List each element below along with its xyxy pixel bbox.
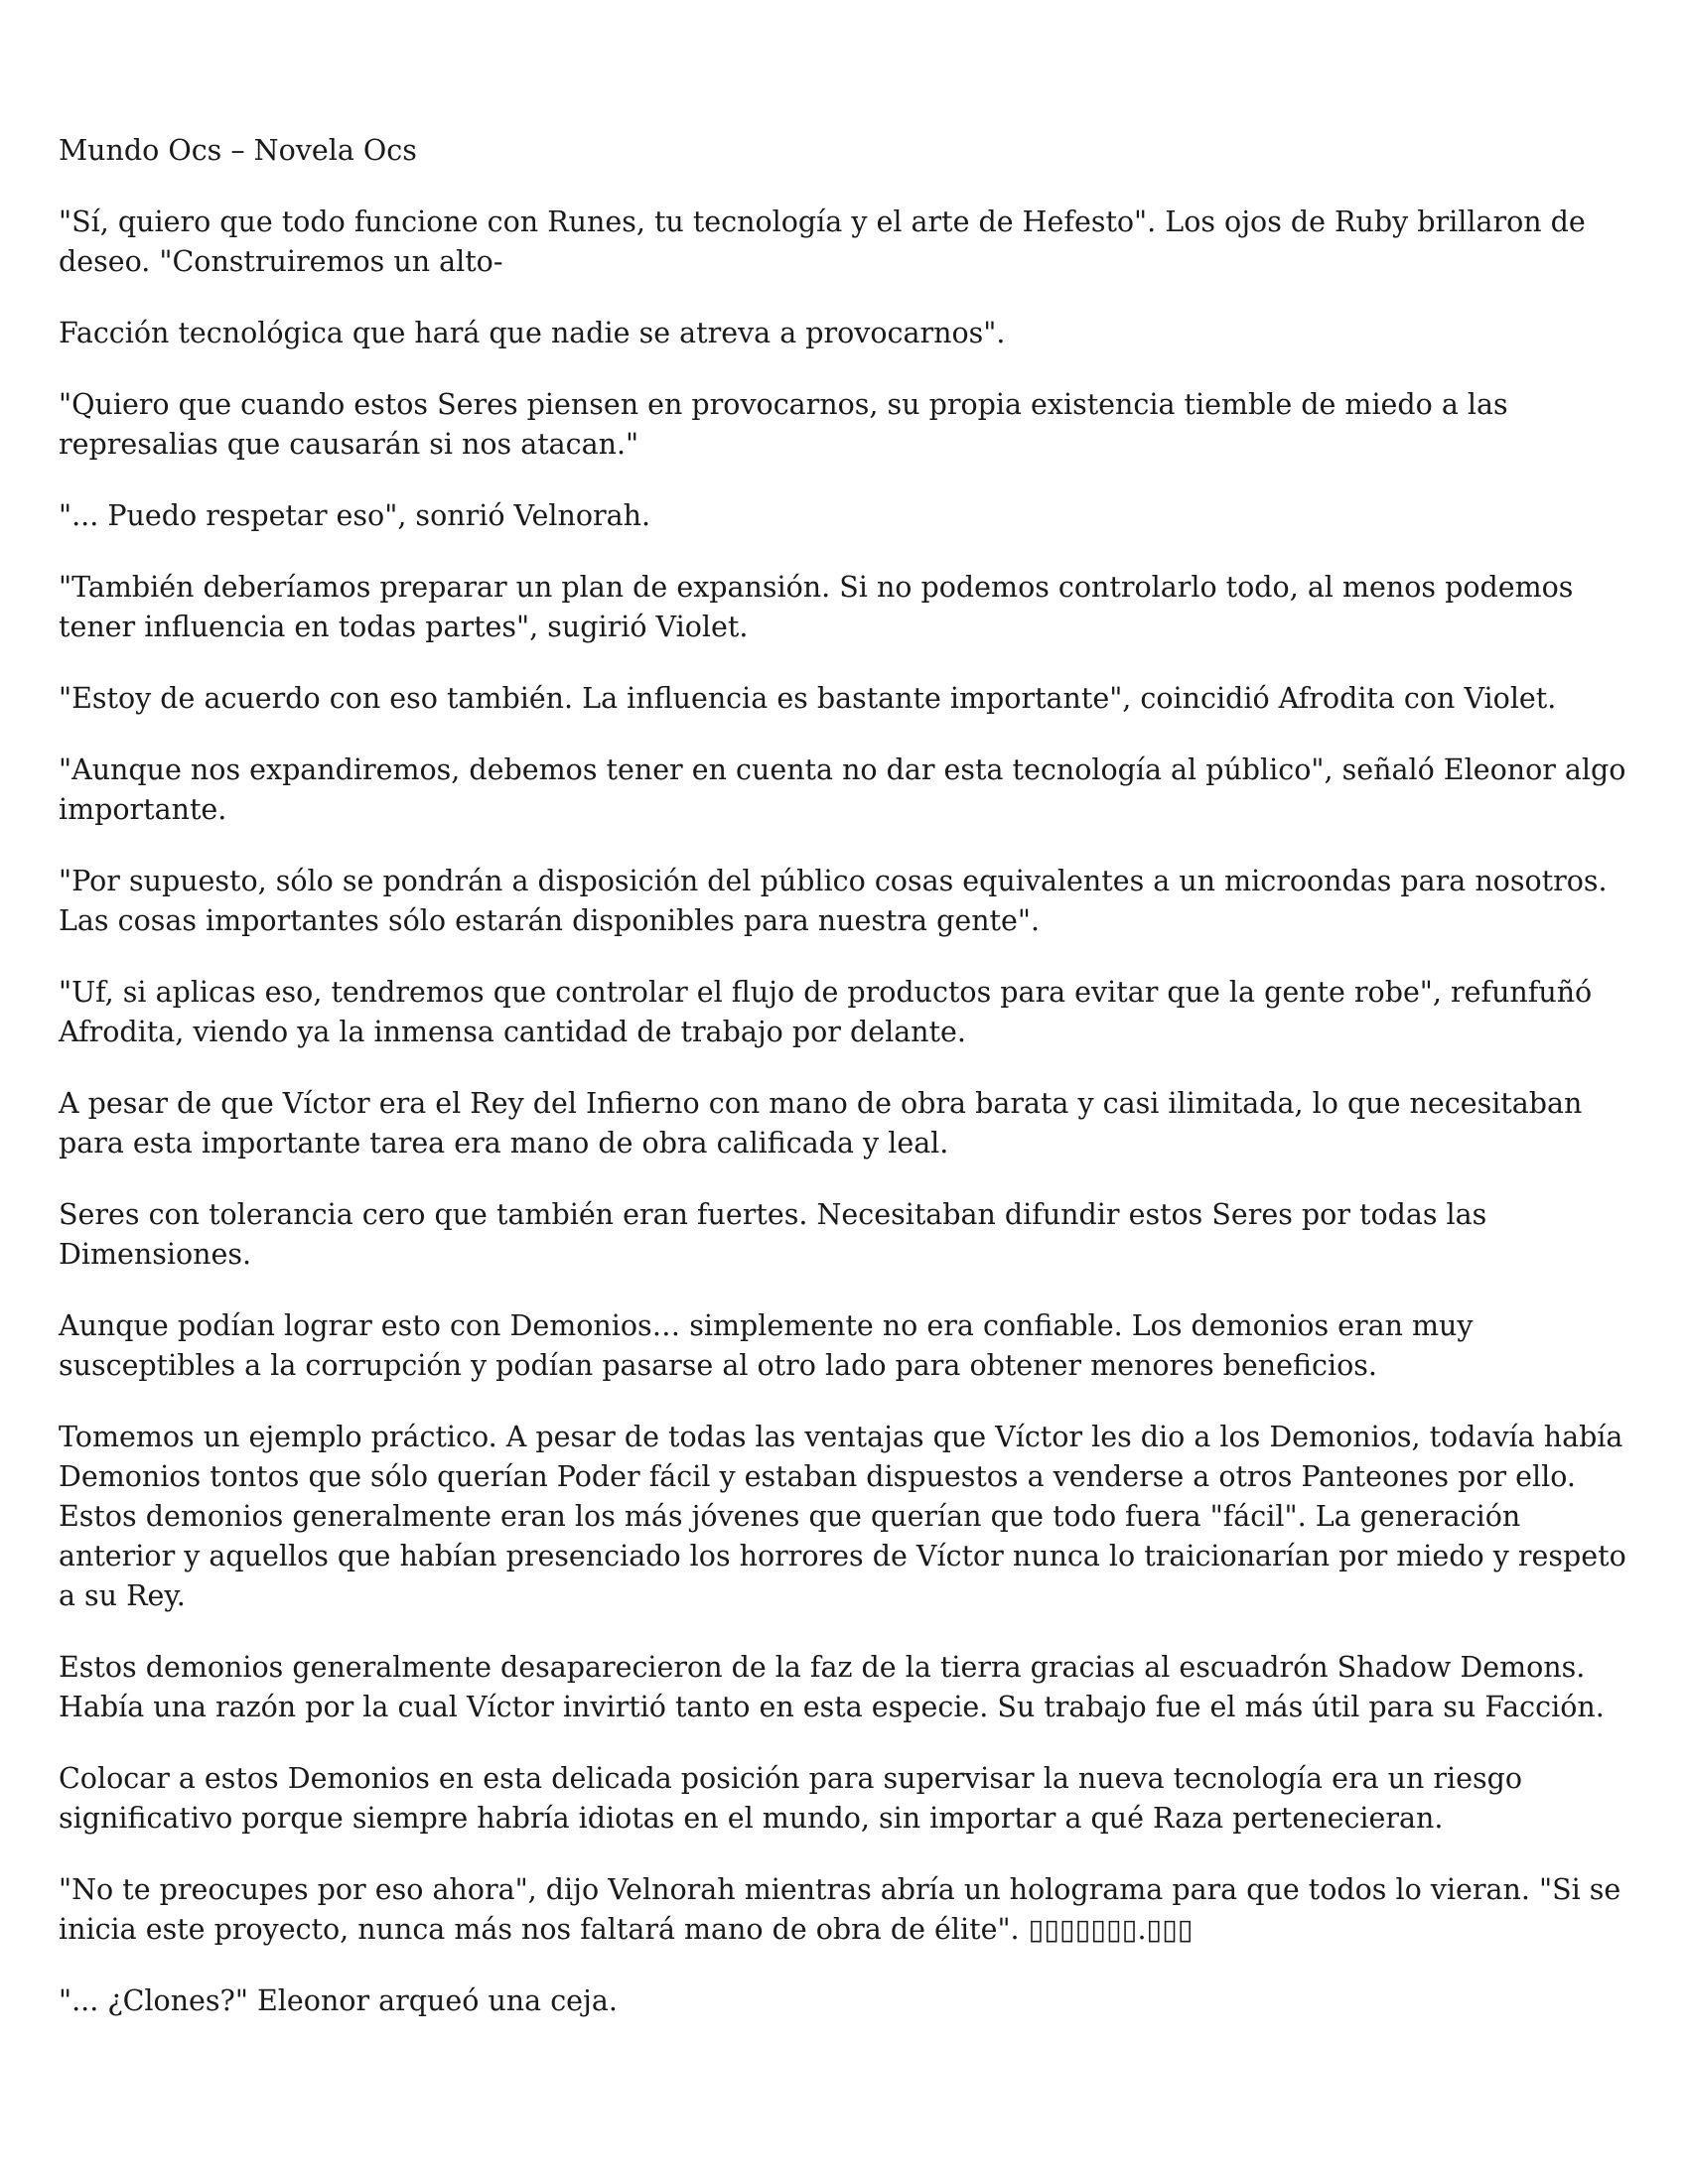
paragraph: Tomemos un ejemplo práctico. A pesar de todas las ventajas que Víctor les dio a los Demonios, todavía había Demonios tontos que sólo querían Poder fácil y estaban dispuestos a venderse a otros Panteones por ello. Estos demonios generalmente eran los más jóvenes que querían que todo fuera "fácil". La generación anterior y aquellos que habían presenciado los horrores de Víctor nunca lo traicionarían por miedo y respeto a su Rey. [59,1421,1626,1612]
paragraph: A pesar de que Víctor era el Rey del Infierno con mano de obra barata y casi ilimitada, lo que necesitaban para esta importante tarea era mano de obra calificada y leal. [59,1087,1583,1160]
paragraph: "... Puedo respetar eso", sonrió Velnorah. [59,499,651,532]
paragraph: "También deberíamos preparar un plan de expansión. Si no podemos controlarlo todo, al menos podemos tener influencia en todas partes", sugirió Violet. [59,571,1574,643]
paragraph: "Aunque nos expandiremos, debemos tener en cuenta no dar esta tecnología al público", señaló Eleonor algo importante. [59,753,1626,826]
paragraph: "Uf, si aplicas eso, tendremos que controlar el flujo de productos para evitar que la gente robe", refunfuñó Afrodita, viendo ya la inmensa cantidad de trabajo por delante. [59,976,1593,1048]
paragraph: "... ¿Clones?" Eleonor arqueó una ceja. [59,1984,618,2017]
document-page [59,131,1637,2053]
paragraph: "Sí, quiero que todo funcione con Runes, tu tecnología y el arte de Hefesto". Los ojos de Ruby brillaron de deseo. "Construiremos un alto- [59,205,1586,278]
paragraph: "No te preocupes por eso ahora", dijo Velnorah mientras abría un holograma para que todos lo vieran. "Si se inicia este proyecto, nunca más nos faltará mano de obra de élite". ▯▯▯▯▯▯▯.▯▯▯ [59,1873,1621,1946]
paragraph: Colocar a estos Demonios en esta delicada posición para supervisar la nueva tecnología era un riesgo significativo porque siempre habría idiotas en el mundo, sin importar a qué Raza pertenecieran. [59,1762,1523,1835]
paragraph: "Por supuesto, sólo se pondrán a disposición del público cosas equivalentes a un microondas para nosotros. Las cosas importantes sólo estarán disponibles para nuestra gente". [59,865,1608,937]
document-header: Mundo Ocs – Novela Ocs [59,134,417,167]
paragraph: "Quiero que cuando estos Seres piensen en provocarnos, su propia existencia tiemble de miedo a las represalias que causarán si nos atacan." [59,388,1508,461]
paragraph: Facción tecnológica que hará que nadie se atreva a provocarnos". [59,317,1006,349]
paragraph: Estos demonios generalmente desaparecieron de la faz de la tierra gracias al escuadrón Shadow Demons. Había una razón por la cual Víctor invirtió tanto en esta especie. Su trabajo fue el más útil para su Facción. [59,1651,1605,1723]
paragraph: Aunque podían lograr esto con Demonios… simplemente no era confiable. Los demonios eran muy susceptibles a la corrupción y podían pasarse al otro lado para obtener menores beneficios. [59,1309,1474,1382]
paragraph: "Estoy de acuerdo con eso también. La influencia es bastante importante", coincidió Afrodita con Violet. [59,682,1557,715]
paragraph: Seres con tolerancia cero que también eran fuertes. Necesitaban difundir estos Seres por todas las Dimensiones. [59,1198,1487,1271]
